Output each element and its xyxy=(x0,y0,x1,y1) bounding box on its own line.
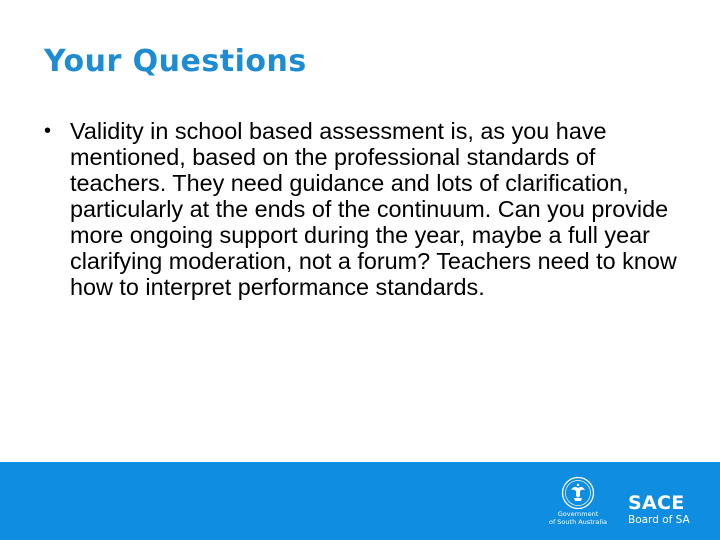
bullet-glyph: • xyxy=(44,120,52,142)
bullet-list xyxy=(44,118,684,300)
sace-logo-subtitle: Board of SA xyxy=(628,514,690,526)
slide-title: Your Questions xyxy=(44,44,307,79)
bullet-text: Validity in school based assessment is, as you have mentioned, based on the professional standards of teachers. They need guidance and lots of clarification, particularly at the ends of the continuum. Can you provide more ongoing support during the year, maybe a full year clarifying moderation, not a forum? Teachers need to know how to interpret performance standards. xyxy=(70,118,677,300)
government-line-1: Government xyxy=(557,510,599,518)
government-line-2: of South Australia xyxy=(548,518,608,526)
sace-logo-name: SACE xyxy=(628,492,685,514)
government-crest-icon xyxy=(561,476,595,510)
footer-band xyxy=(0,462,720,540)
government-label xyxy=(543,510,613,526)
bullet-item xyxy=(44,118,684,300)
